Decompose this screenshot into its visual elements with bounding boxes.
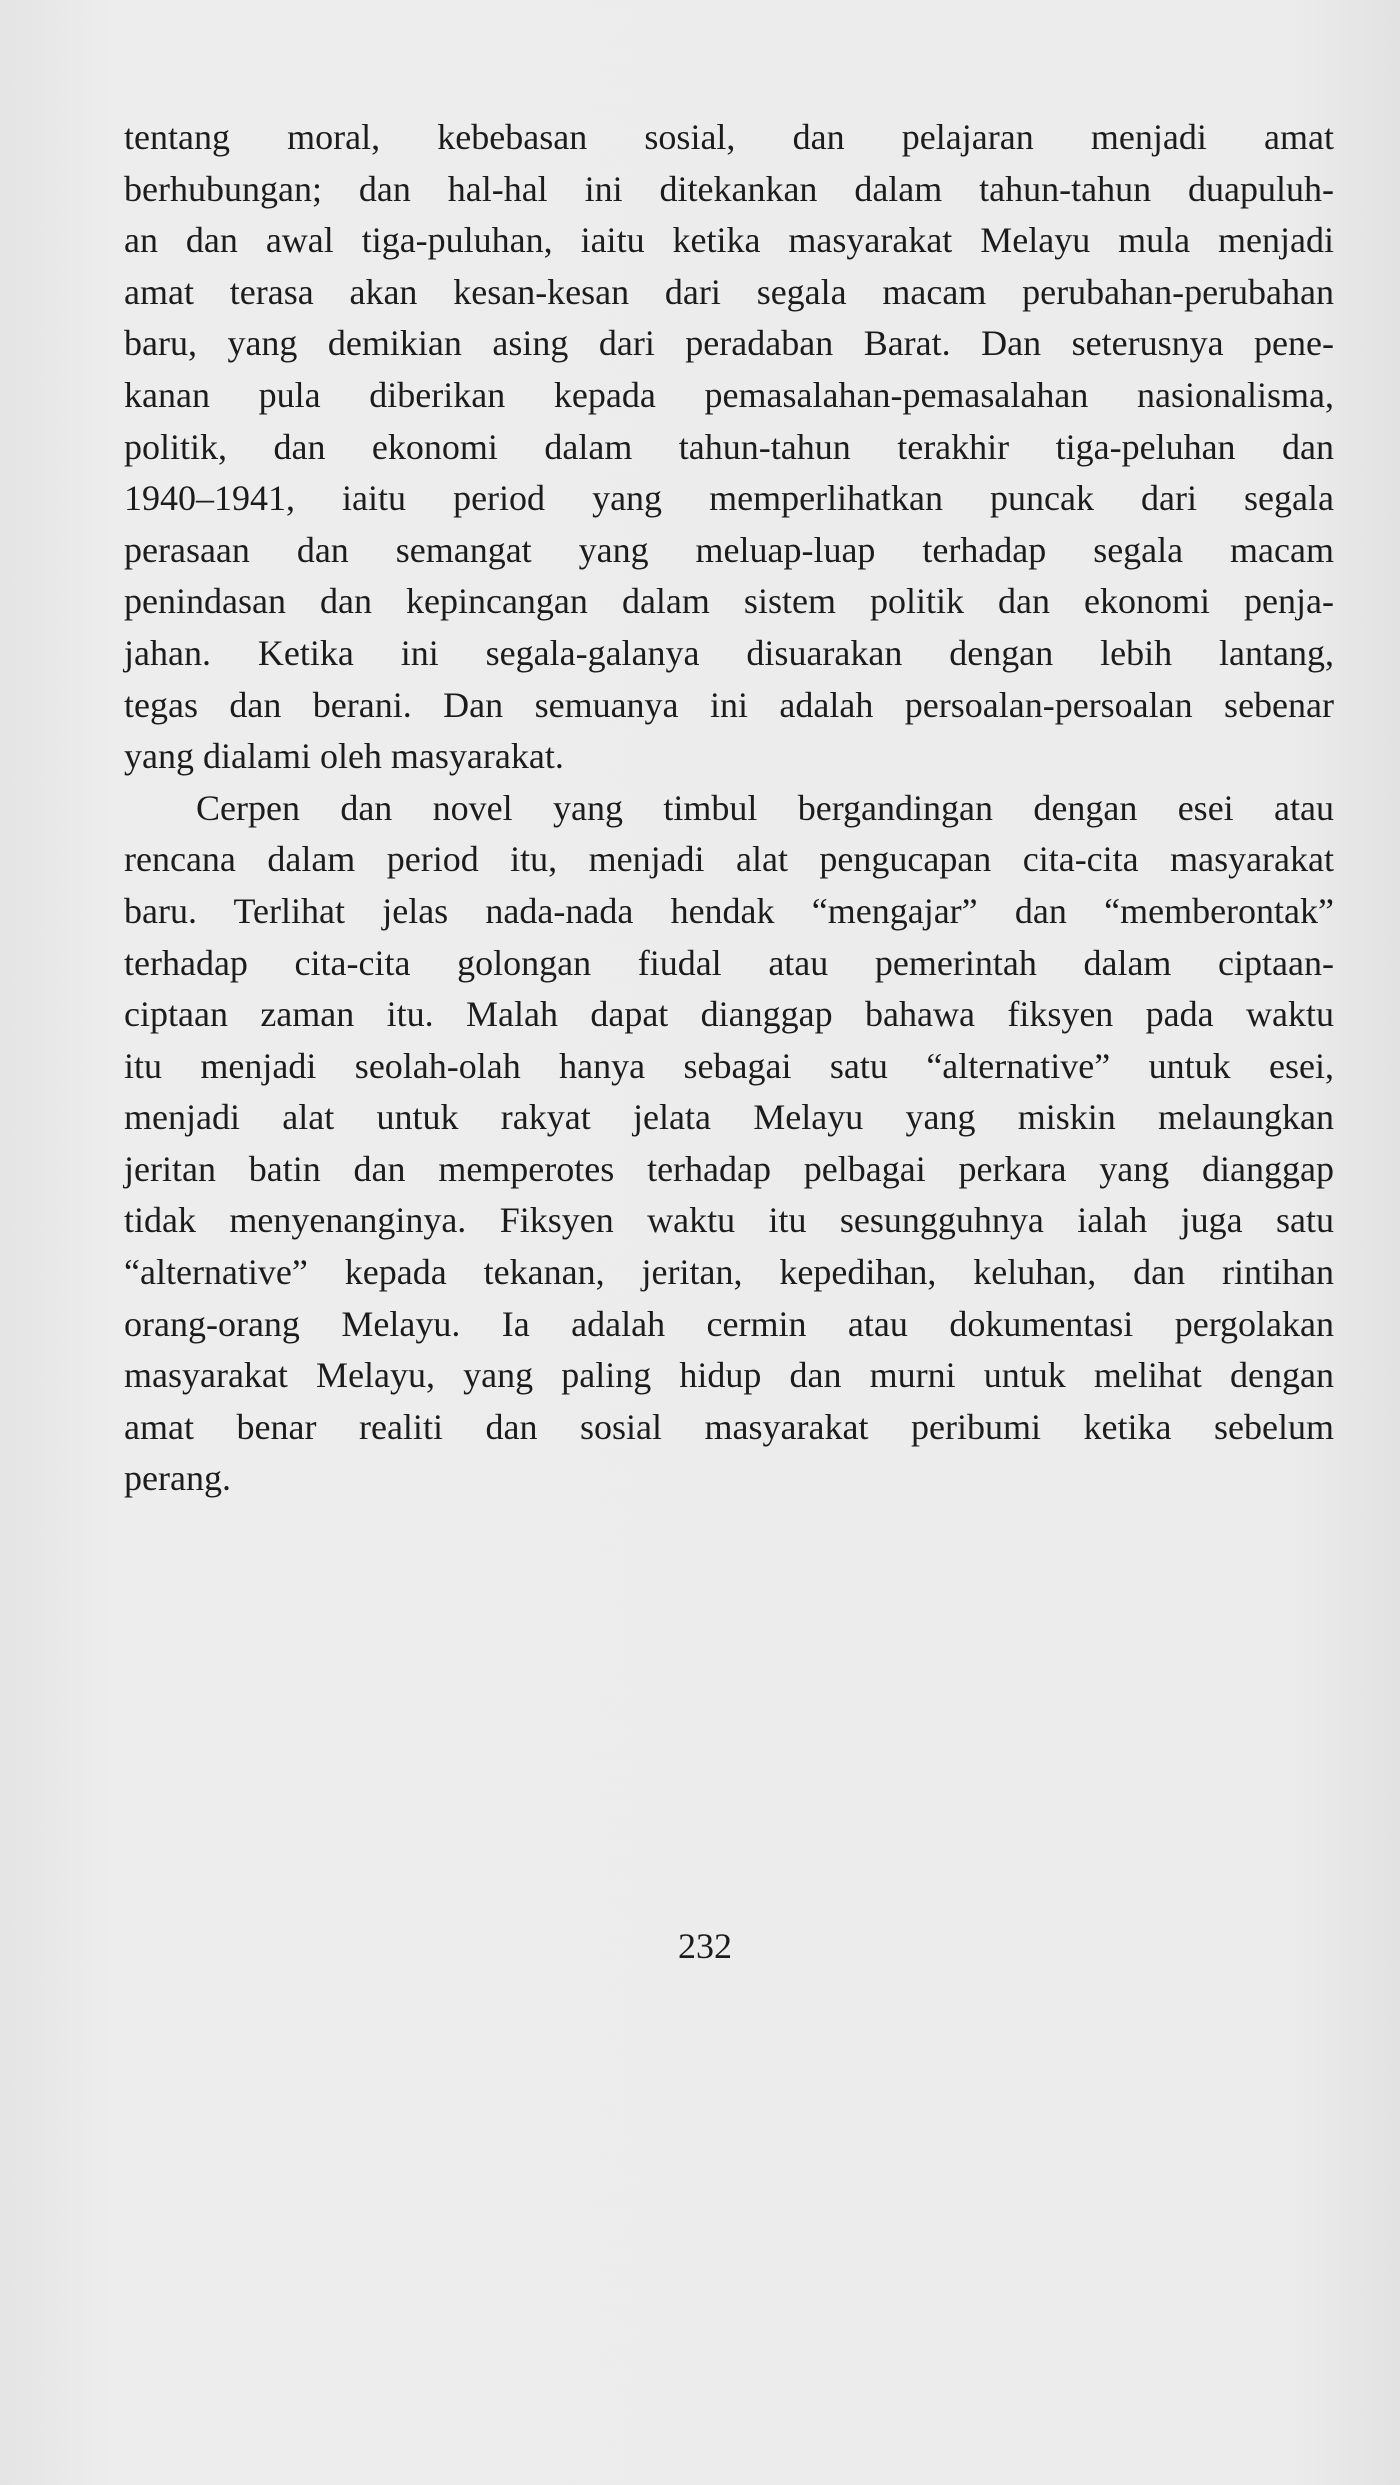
text-line: tidak menyenanginya. Fiksyen waktu itu sesungguhnya ialah juga satu: [124, 1200, 1334, 1241]
text-line: masyarakat Melayu, yang paling hidup dan murni untuk melihat dengan: [124, 1355, 1334, 1396]
text-line: politik, dan ekonomi dalam tahun-tahun terakhir tiga-peluhan dan: [124, 426, 1334, 467]
text-line: rencana dalam period itu, menjadi alat pengucapan cita-cita masyarakat: [124, 839, 1334, 880]
text-line: 1940–1941, iaitu period yang memperlihatkan puncak dari segala: [124, 478, 1334, 519]
text-line: berhubungan; dan hal-hal ini ditekankan dalam tahun-tahun duapuluh-: [124, 168, 1334, 209]
text-line: tegas dan berani. Dan semuanya ini adalah persoalan-persoalan sebenar: [124, 684, 1334, 725]
text-line: orang-orang Melayu. Ia adalah cermin atau dokumentasi pergolakan: [124, 1303, 1334, 1344]
text-line: menjadi alat untuk rakyat jelata Melayu yang miskin melaungkan: [124, 1097, 1334, 1138]
text-line: an dan awal tiga-puluhan, iaitu ketika masyarakat Melayu mula menjadi: [124, 220, 1334, 261]
body-text: [124, 112, 1334, 1505]
page-number: 232: [678, 1926, 732, 1966]
text-line: penindasan dan kepincangan dalam sistem politik dan ekonomi penja-: [124, 581, 1334, 622]
text-line: amat terasa akan kesan-kesan dari segala macam perubahan-perubahan: [124, 271, 1334, 312]
text-line: terhadap cita-cita golongan fiudal atau pemerintah dalam ciptaan-: [124, 942, 1334, 983]
text-line: ciptaan zaman itu. Malah dapat dianggap bahawa fiksyen pada waktu: [124, 994, 1334, 1035]
paragraph: [124, 783, 1334, 1505]
text-line: “alternative” kepada tekanan, jeritan, kepedihan, keluhan, dan rintihan: [124, 1252, 1334, 1293]
text-line: jahan. Ketika ini segala-galanya disuarakan dengan lebih lantang,: [124, 632, 1334, 673]
text-line: baru. Terlihat jelas nada-nada hendak “mengajar” dan “memberontak”: [124, 890, 1334, 931]
text-line: perasaan dan semangat yang meluap-luap terhadap segala macam: [124, 529, 1334, 570]
text-line: itu menjadi seolah-olah hanya sebagai satu “alternative” untuk esei,: [124, 1045, 1334, 1086]
paragraph: [124, 112, 1334, 783]
text-line: baru, yang demikian asing dari peradaban Barat. Dan seterusnya pene-: [124, 323, 1334, 364]
text-line: jeritan batin dan memperotes terhadap pelbagai perkara yang dianggap: [124, 1148, 1334, 1189]
text-line: kanan pula diberikan kepada pemasalahan-pemasalahan nasionalisma,: [124, 374, 1334, 415]
text-line: perang.: [124, 1458, 231, 1499]
text-line: amat benar realiti dan sosial masyarakat peribumi ketika sebelum: [124, 1406, 1334, 1447]
text-line: Cerpen dan novel yang timbul bergandingan dengan esei atau: [196, 787, 1334, 828]
text-line: yang dialami oleh masyarakat.: [124, 736, 564, 777]
text-line: tentang moral, kebebasan sosial, dan pelajaran menjadi amat: [124, 117, 1334, 157]
